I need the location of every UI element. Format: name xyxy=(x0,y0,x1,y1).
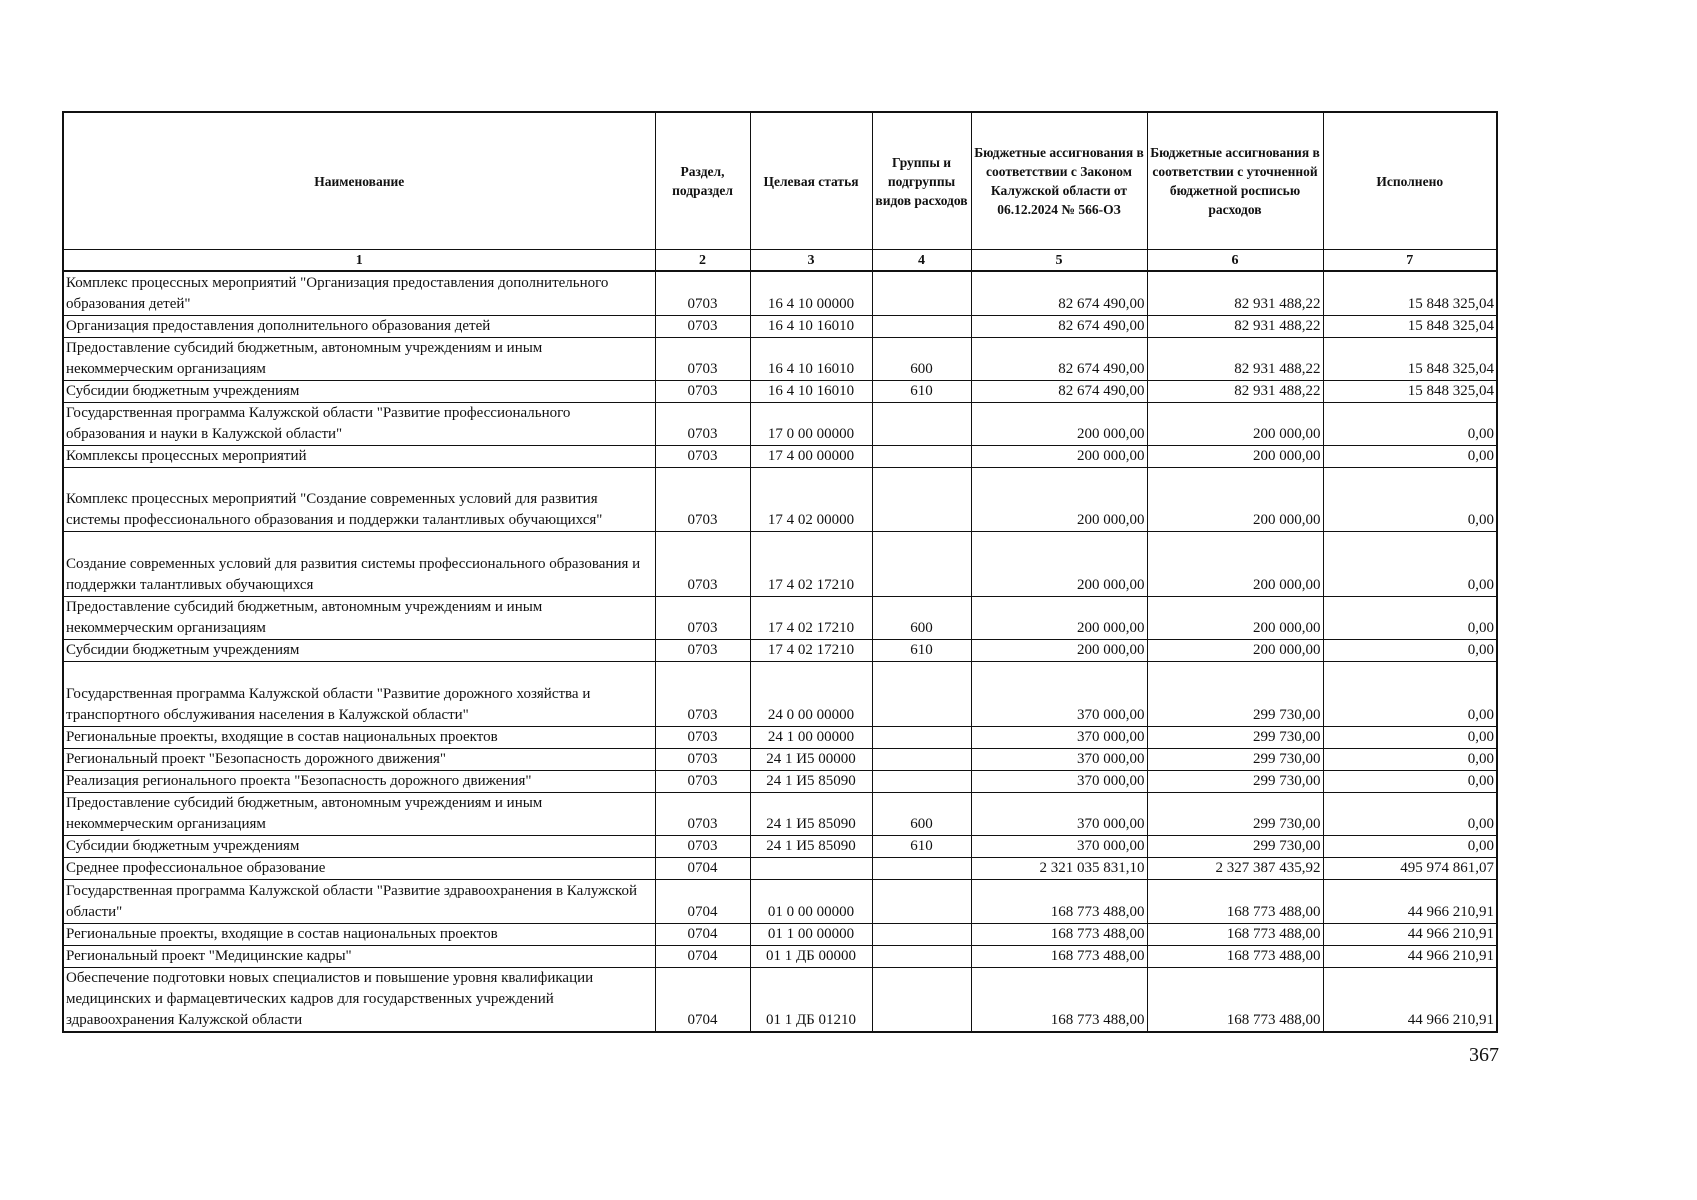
cell-name: Организация предоставления дополнительного образования детей xyxy=(63,315,655,337)
cell-law-allocation: 370 000,00 xyxy=(971,726,1147,748)
cell-section: 0704 xyxy=(655,857,750,879)
table-row xyxy=(63,445,1497,467)
table-row xyxy=(63,380,1497,402)
cell-name: Региональный проект "Медицинские кадры" xyxy=(63,945,655,967)
column-number: 4 xyxy=(872,250,971,272)
cell-refined-allocation: 299 730,00 xyxy=(1147,661,1323,726)
cell-article: 24 1 И5 00000 xyxy=(750,748,872,770)
cell-name: Субсидии бюджетным учреждениям xyxy=(63,639,655,661)
cell-name: Предоставление субсидий бюджетным, автономным учреждениям и иным некоммерческим организациям xyxy=(63,596,655,639)
cell-refined-allocation: 168 773 488,00 xyxy=(1147,945,1323,967)
cell-section: 0704 xyxy=(655,967,750,1032)
cell-name: Среднее профессиональное образование xyxy=(63,857,655,879)
cell-name: Реализация регионального проекта "Безопасность дорожного движения" xyxy=(63,770,655,792)
table-row xyxy=(63,945,1497,967)
cell-refined-allocation: 200 000,00 xyxy=(1147,445,1323,467)
cell-group: 610 xyxy=(872,380,971,402)
cell-group xyxy=(872,271,971,315)
header-section: Раздел, подраздел xyxy=(655,112,750,250)
cell-section: 0703 xyxy=(655,380,750,402)
cell-refined-allocation: 299 730,00 xyxy=(1147,748,1323,770)
cell-group xyxy=(872,879,971,923)
cell-name: Комплекс процессных мероприятий "Создание современных условий для развития системы профессионального образования и поддержки талантливых обучающихся" xyxy=(63,467,655,531)
cell-law-allocation: 370 000,00 xyxy=(971,792,1147,835)
cell-section: 0703 xyxy=(655,271,750,315)
cell-article: 16 4 10 16010 xyxy=(750,337,872,380)
cell-law-allocation: 2 321 035 831,10 xyxy=(971,857,1147,879)
cell-article: 17 0 00 00000 xyxy=(750,402,872,445)
cell-group xyxy=(872,315,971,337)
cell-article: 01 1 ДБ 01210 xyxy=(750,967,872,1032)
cell-section: 0703 xyxy=(655,531,750,596)
table-row xyxy=(63,467,1497,531)
table-row xyxy=(63,337,1497,380)
cell-group xyxy=(872,726,971,748)
cell-section: 0703 xyxy=(655,792,750,835)
cell-article: 24 1 И5 85090 xyxy=(750,792,872,835)
cell-refined-allocation: 2 327 387 435,92 xyxy=(1147,857,1323,879)
cell-law-allocation: 82 674 490,00 xyxy=(971,337,1147,380)
column-number: 6 xyxy=(1147,250,1323,272)
cell-group: 600 xyxy=(872,337,971,380)
cell-executed: 0,00 xyxy=(1323,596,1497,639)
cell-law-allocation: 82 674 490,00 xyxy=(971,380,1147,402)
cell-section: 0703 xyxy=(655,596,750,639)
cell-group xyxy=(872,923,971,945)
cell-article: 17 4 02 00000 xyxy=(750,467,872,531)
cell-section: 0704 xyxy=(655,923,750,945)
cell-law-allocation: 168 773 488,00 xyxy=(971,879,1147,923)
cell-group: 610 xyxy=(872,835,971,857)
header-name: Наименование xyxy=(63,112,655,250)
cell-executed: 0,00 xyxy=(1323,835,1497,857)
cell-section: 0703 xyxy=(655,835,750,857)
header-article: Целевая статья xyxy=(750,112,872,250)
cell-article: 16 4 10 16010 xyxy=(750,315,872,337)
cell-refined-allocation: 168 773 488,00 xyxy=(1147,967,1323,1032)
cell-article: 17 4 02 17210 xyxy=(750,639,872,661)
cell-executed: 495 974 861,07 xyxy=(1323,857,1497,879)
cell-group xyxy=(872,402,971,445)
cell-name: Региональные проекты, входящие в состав национальных проектов xyxy=(63,923,655,945)
cell-executed: 0,00 xyxy=(1323,531,1497,596)
cell-article: 17 4 02 17210 xyxy=(750,531,872,596)
column-number: 1 xyxy=(63,250,655,272)
cell-refined-allocation: 200 000,00 xyxy=(1147,402,1323,445)
cell-section: 0703 xyxy=(655,402,750,445)
cell-law-allocation: 200 000,00 xyxy=(971,467,1147,531)
table-row xyxy=(63,661,1497,726)
cell-executed: 0,00 xyxy=(1323,467,1497,531)
cell-executed: 44 966 210,91 xyxy=(1323,967,1497,1032)
cell-name: Предоставление субсидий бюджетным, автономным учреждениям и иным некоммерческим организациям xyxy=(63,792,655,835)
header-group: Группы и подгруппы видов расходов xyxy=(872,112,971,250)
cell-group xyxy=(872,531,971,596)
cell-article xyxy=(750,857,872,879)
cell-group: 610 xyxy=(872,639,971,661)
cell-executed: 0,00 xyxy=(1323,402,1497,445)
cell-law-allocation: 370 000,00 xyxy=(971,748,1147,770)
cell-executed: 15 848 325,04 xyxy=(1323,380,1497,402)
page-number: 367 xyxy=(1469,1044,1499,1066)
cell-name: Государственная программа Калужской области "Развитие дорожного хозяйства и транспортного обслуживания населения в Калужской области" xyxy=(63,661,655,726)
cell-law-allocation: 168 773 488,00 xyxy=(971,945,1147,967)
cell-law-allocation: 200 000,00 xyxy=(971,445,1147,467)
header-refined-allocation: Бюджетные ассигнования в соответствии с уточненной бюджетной росписью расходов xyxy=(1147,112,1323,250)
cell-law-allocation: 82 674 490,00 xyxy=(971,315,1147,337)
cell-refined-allocation: 299 730,00 xyxy=(1147,726,1323,748)
cell-article: 01 0 00 00000 xyxy=(750,879,872,923)
cell-name: Субсидии бюджетным учреждениям xyxy=(63,835,655,857)
cell-refined-allocation: 82 931 488,22 xyxy=(1147,337,1323,380)
cell-refined-allocation: 299 730,00 xyxy=(1147,835,1323,857)
column-number: 3 xyxy=(750,250,872,272)
cell-article: 17 4 00 00000 xyxy=(750,445,872,467)
cell-section: 0703 xyxy=(655,726,750,748)
cell-refined-allocation: 299 730,00 xyxy=(1147,770,1323,792)
cell-name: Предоставление субсидий бюджетным, автономным учреждениям и иным некоммерческим организациям xyxy=(63,337,655,380)
cell-law-allocation: 200 000,00 xyxy=(971,531,1147,596)
cell-section: 0703 xyxy=(655,661,750,726)
cell-article: 17 4 02 17210 xyxy=(750,596,872,639)
cell-executed: 0,00 xyxy=(1323,792,1497,835)
cell-article: 16 4 10 00000 xyxy=(750,271,872,315)
table-row xyxy=(63,639,1497,661)
cell-law-allocation: 370 000,00 xyxy=(971,835,1147,857)
cell-law-allocation: 370 000,00 xyxy=(971,661,1147,726)
table-row xyxy=(63,835,1497,857)
cell-article: 16 4 10 16010 xyxy=(750,380,872,402)
cell-law-allocation: 200 000,00 xyxy=(971,639,1147,661)
table-row xyxy=(63,315,1497,337)
cell-article: 01 1 ДБ 00000 xyxy=(750,945,872,967)
cell-group xyxy=(872,967,971,1032)
cell-group xyxy=(872,945,971,967)
cell-executed: 0,00 xyxy=(1323,445,1497,467)
cell-executed: 44 966 210,91 xyxy=(1323,945,1497,967)
cell-refined-allocation: 200 000,00 xyxy=(1147,467,1323,531)
cell-group xyxy=(872,770,971,792)
cell-article: 24 1 И5 85090 xyxy=(750,835,872,857)
table-row xyxy=(63,857,1497,879)
table-row xyxy=(63,596,1497,639)
cell-section: 0703 xyxy=(655,445,750,467)
column-number-row xyxy=(63,250,1497,272)
cell-refined-allocation: 168 773 488,00 xyxy=(1147,879,1323,923)
column-number: 7 xyxy=(1323,250,1497,272)
cell-group: 600 xyxy=(872,596,971,639)
cell-group xyxy=(872,467,971,531)
cell-executed: 0,00 xyxy=(1323,726,1497,748)
cell-article: 01 1 00 00000 xyxy=(750,923,872,945)
cell-executed: 0,00 xyxy=(1323,770,1497,792)
cell-refined-allocation: 168 773 488,00 xyxy=(1147,923,1323,945)
cell-law-allocation: 200 000,00 xyxy=(971,402,1147,445)
cell-group: 600 xyxy=(872,792,971,835)
cell-executed: 0,00 xyxy=(1323,661,1497,726)
cell-law-allocation: 82 674 490,00 xyxy=(971,271,1147,315)
cell-article: 24 1 И5 85090 xyxy=(750,770,872,792)
column-number: 2 xyxy=(655,250,750,272)
cell-law-allocation: 370 000,00 xyxy=(971,770,1147,792)
cell-group xyxy=(872,857,971,879)
cell-executed: 0,00 xyxy=(1323,639,1497,661)
cell-executed: 44 966 210,91 xyxy=(1323,923,1497,945)
table-row xyxy=(63,748,1497,770)
table-row xyxy=(63,879,1497,923)
cell-refined-allocation: 299 730,00 xyxy=(1147,792,1323,835)
table-row xyxy=(63,923,1497,945)
cell-article: 24 0 00 00000 xyxy=(750,661,872,726)
cell-name: Комплексы процессных мероприятий xyxy=(63,445,655,467)
header-executed: Исполнено xyxy=(1323,112,1497,250)
budget-table xyxy=(62,111,1498,1033)
cell-section: 0703 xyxy=(655,748,750,770)
cell-article: 24 1 00 00000 xyxy=(750,726,872,748)
cell-group xyxy=(872,661,971,726)
cell-refined-allocation: 200 000,00 xyxy=(1147,639,1323,661)
cell-law-allocation: 168 773 488,00 xyxy=(971,923,1147,945)
cell-refined-allocation: 200 000,00 xyxy=(1147,596,1323,639)
cell-law-allocation: 168 773 488,00 xyxy=(971,967,1147,1032)
cell-name: Субсидии бюджетным учреждениям xyxy=(63,380,655,402)
cell-refined-allocation: 82 931 488,22 xyxy=(1147,271,1323,315)
cell-section: 0703 xyxy=(655,770,750,792)
cell-name: Обеспечение подготовки новых специалистов и повышение уровня квалификации медицинских и фармацевтических кадров для государственных учреждений здравоохранения Калужской области xyxy=(63,967,655,1032)
cell-section: 0703 xyxy=(655,467,750,531)
table-row xyxy=(63,402,1497,445)
table-row xyxy=(63,271,1497,315)
cell-refined-allocation: 200 000,00 xyxy=(1147,531,1323,596)
cell-executed: 15 848 325,04 xyxy=(1323,271,1497,315)
cell-name: Региональный проект "Безопасность дорожного движения" xyxy=(63,748,655,770)
cell-executed: 15 848 325,04 xyxy=(1323,337,1497,380)
cell-executed: 44 966 210,91 xyxy=(1323,879,1497,923)
cell-section: 0703 xyxy=(655,639,750,661)
cell-law-allocation: 200 000,00 xyxy=(971,596,1147,639)
cell-section: 0703 xyxy=(655,315,750,337)
header-law-allocation: Бюджетные ассигнования в соответствии с Законом Калужской области от 06.12.2024 № 566-ОЗ xyxy=(971,112,1147,250)
cell-section: 0704 xyxy=(655,945,750,967)
cell-section: 0704 xyxy=(655,879,750,923)
cell-name: Государственная программа Калужской области "Развитие профессионального образования и науки в Калужской области" xyxy=(63,402,655,445)
cell-name: Комплекс процессных мероприятий "Организация предоставления дополнительного образования детей" xyxy=(63,271,655,315)
table-row xyxy=(63,531,1497,596)
cell-name: Региональные проекты, входящие в состав национальных проектов xyxy=(63,726,655,748)
table-row xyxy=(63,967,1497,1032)
header-row xyxy=(63,112,1497,250)
cell-refined-allocation: 82 931 488,22 xyxy=(1147,315,1323,337)
cell-refined-allocation: 82 931 488,22 xyxy=(1147,380,1323,402)
cell-section: 0703 xyxy=(655,337,750,380)
cell-group xyxy=(872,748,971,770)
table-row xyxy=(63,726,1497,748)
cell-group xyxy=(872,445,971,467)
cell-executed: 15 848 325,04 xyxy=(1323,315,1497,337)
cell-name: Государственная программа Калужской области "Развитие здравоохранения в Калужской области" xyxy=(63,879,655,923)
column-number: 5 xyxy=(971,250,1147,272)
table-row xyxy=(63,792,1497,835)
cell-name: Создание современных условий для развития системы профессионального образования и поддержки талантливых обучающихся xyxy=(63,531,655,596)
cell-executed: 0,00 xyxy=(1323,748,1497,770)
table-row xyxy=(63,770,1497,792)
